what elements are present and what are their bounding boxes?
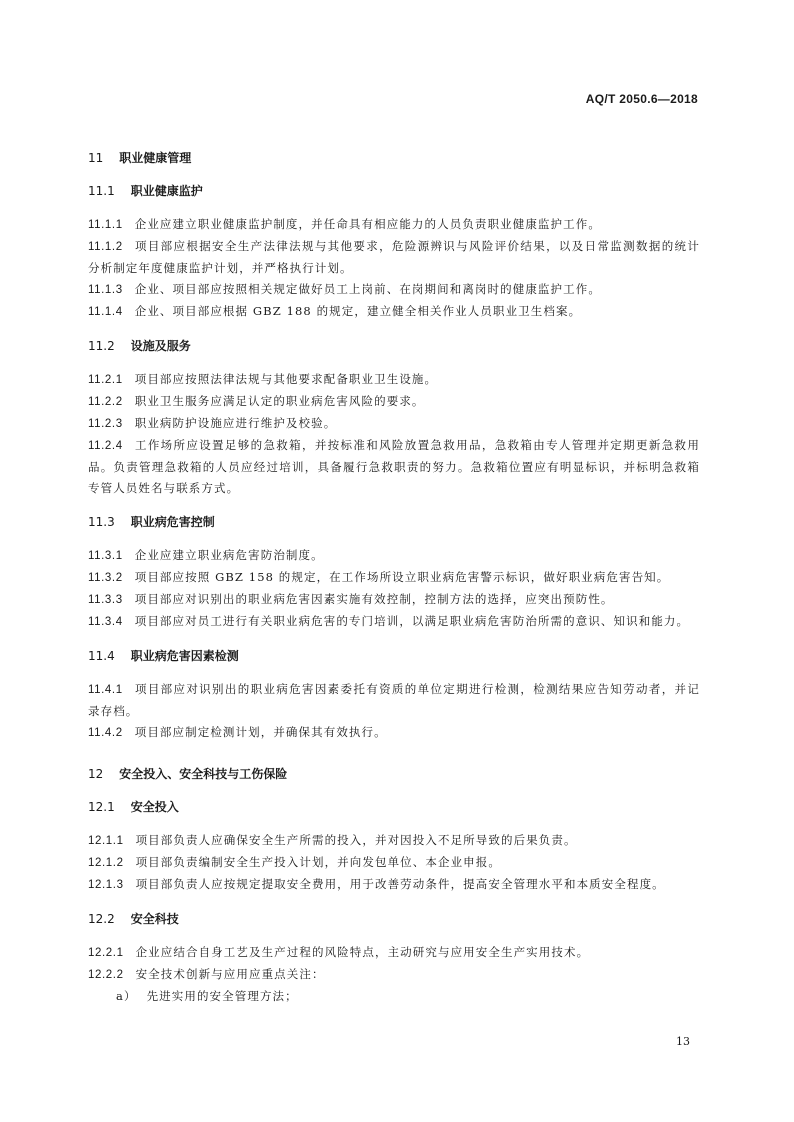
paragraph-group-11-1 (88, 214, 700, 323)
section-heading-12: 12 安全投入、安全科技与工伤保险 (88, 767, 288, 781)
standard-code: AQ/T 2050.6—2018 (585, 92, 698, 106)
paragraph-group-11-2 (88, 369, 700, 499)
clause-11-4-1: 11.4.1 项目部应对识别出的职业病危害因素委托有资质的单位定期进行检测，检测结果应告知劳动者，并记录存档。 (88, 682, 700, 718)
paragraph-group-11-3 (88, 545, 700, 633)
section-heading-11-4: 11.4 职业病危害因素检测 (88, 649, 239, 663)
section-heading-12-2: 12.2 安全科技 (88, 912, 179, 926)
clause-12-1-2: 12.1.2 项目部负责编制安全生产投入计划，并向发包单位、本企业申报。 (88, 855, 501, 869)
document-body (88, 148, 700, 1007)
section-heading-11-3: 11.3 职业病危害控制 (88, 515, 215, 529)
section-heading-11: 11 职业健康管理 (88, 151, 192, 165)
clause-11-4-2: 11.4.2 项目部应制定检测计划，并确保其有效执行。 (88, 725, 387, 739)
clause-11-3-4: 11.3.4 项目部应对员工进行有关职业病危害的专门培训，以满足职业病危害防治所需的意识、知识和能力。 (88, 614, 690, 628)
clause-11-3-3: 11.3.3 项目部应对识别出的职业病危害因素实施有效控制，控制方法的选择，应突出预防性。 (88, 592, 614, 606)
clause-11-2-2: 11.2.2 职业卫生服务应满足认定的职业病危害风险的要求。 (88, 394, 425, 408)
clause-12-2-2: 12.2.2 安全技术创新与应用应重点关注： (88, 967, 325, 981)
clause-12-2-1: 12.2.1 企业应结合自身工艺及生产过程的风险特点，主动研究与应用安全生产实用技术。 (88, 945, 590, 959)
paragraph-group-11-4 (88, 679, 700, 744)
list-item-a: a） 先进实用的安全管理方法； (116, 989, 298, 1003)
clause-11-3-2: 11.3.2 项目部应按照 GBZ 158 的规定，在工作场所设立职业病危害警示标识，做好职业病危害告知。 (88, 570, 670, 584)
section-heading-11-2: 11.2 设施及服务 (88, 339, 191, 353)
clause-11-3-1: 11.3.1 企业应建立职业病危害防治制度。 (88, 548, 324, 562)
clause-12-1-1: 12.1.1 项目部负责人应确保安全生产所需的投入，并对因投入不足所导致的后果负责。 (88, 833, 577, 847)
paragraph-group-12-1 (88, 830, 700, 896)
clause-11-2-4: 11.2.4 工作场所应设置足够的急救箱，并按标准和风险放置急救用品，急救箱由专人管理并定期更新急救用品。负责管理急救箱的人员应经过培训，具备履行急救职责的努力。急救箱位置应有明显标识，并标明急救箱专管人员姓名与联系方式。 (88, 438, 700, 495)
clause-11-1-4: 11.1.4 企业、项目部应根据 GBZ 188 的规定，建立健全相关作业人员职业卫生档案。 (88, 304, 582, 318)
clause-12-1-3: 12.1.3 项目部负责人应按规定提取安全费用，用于改善劳动条件，提高安全管理水平和本质安全程度。 (88, 877, 665, 891)
clause-11-1-2: 11.1.2 项目部应根据安全生产法律法规与其他要求，危险源辨识与风险评价结果，以及日常监测数据的统计分析制定年度健康监护计划，并严格执行计划。 (88, 239, 700, 275)
page-number: 13 (676, 1035, 690, 1048)
section-heading-11-1: 11.1 职业健康监护 (88, 184, 203, 198)
paragraph-group-12-2 (88, 942, 700, 1007)
clause-11-2-3: 11.2.3 职业病防护设施应进行维护及校验。 (88, 416, 337, 430)
clause-11-1-1: 11.1.1 企业应建立职业健康监护制度，并任命具有相应能力的人员负责职业健康监护工作。 (88, 217, 601, 231)
section-heading-12-1: 12.1 安全投入 (88, 800, 179, 814)
clause-11-2-1: 11.2.1 项目部应按照法律法规与其他要求配备职业卫生设施。 (88, 372, 438, 386)
clause-11-1-3: 11.1.3 企业、项目部应按照相关规定做好员工上岗前、在岗期间和离岗时的健康监护工作。 (88, 282, 601, 296)
